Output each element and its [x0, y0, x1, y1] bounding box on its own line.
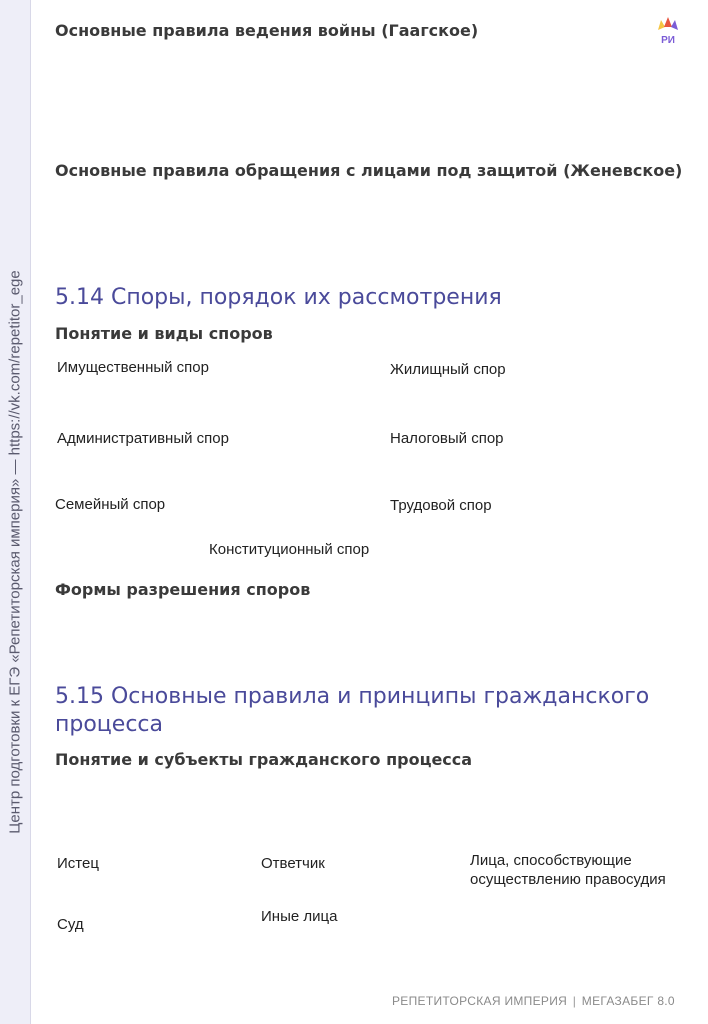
logo-icon	[656, 16, 680, 46]
item-labor-dispute: Трудовой спор	[390, 497, 492, 514]
section-515-subtitle: Понятие и субъекты гражданского процесса	[55, 750, 473, 769]
sidebar-vertical-text: Центр подготовки к ЕГЭ «Репетиторская империя» — https://vk.com/repetitor_ege	[6, 270, 24, 834]
item-constitutional-dispute: Конституционный спор	[209, 541, 370, 558]
logo-text: РИ	[661, 35, 675, 46]
item-court: Суд	[57, 916, 84, 933]
section-514-subtitle: Понятие и виды споров	[55, 324, 273, 343]
footer-brand: РЕПЕТИТОРСКАЯ ИМПЕРИЯ	[392, 994, 568, 1008]
item-assisting-persons-line2: осуществлению правосудия	[470, 871, 666, 888]
footer-event: МЕГАЗАБЕГ 8.0	[581, 994, 675, 1008]
section-515-title-line2: процесса	[55, 712, 163, 737]
sidebar-strip	[0, 0, 31, 1024]
section-514-title: 5.14 Споры, порядок их рассмотрения	[55, 285, 502, 310]
heading-hague: Основные правила ведения войны (Гаагское)	[55, 21, 479, 40]
item-defendant: Ответчик	[261, 855, 325, 872]
item-family-dispute: Семейный спор	[55, 496, 166, 513]
forms-heading: Формы разрешения споров	[55, 580, 311, 599]
item-assisting-persons-line1: Лица, способствующие	[470, 852, 632, 869]
heading-geneva: Основные правила обращения с лицами под защитой (Женевское)	[55, 161, 683, 180]
footer	[392, 994, 675, 1008]
item-other-persons: Иные лица	[261, 908, 338, 925]
section-515-title-line1: 5.15 Основные правила и принципы гражданского	[55, 684, 650, 709]
item-property-dispute: Имущественный спор	[57, 359, 209, 376]
item-plaintiff: Истец	[57, 855, 99, 872]
item-tax-dispute: Налоговый спор	[390, 430, 504, 447]
footer-separator: |	[572, 994, 577, 1008]
item-housing-dispute: Жилищный спор	[390, 361, 506, 378]
item-administrative-dispute: Административный спор	[57, 430, 229, 447]
